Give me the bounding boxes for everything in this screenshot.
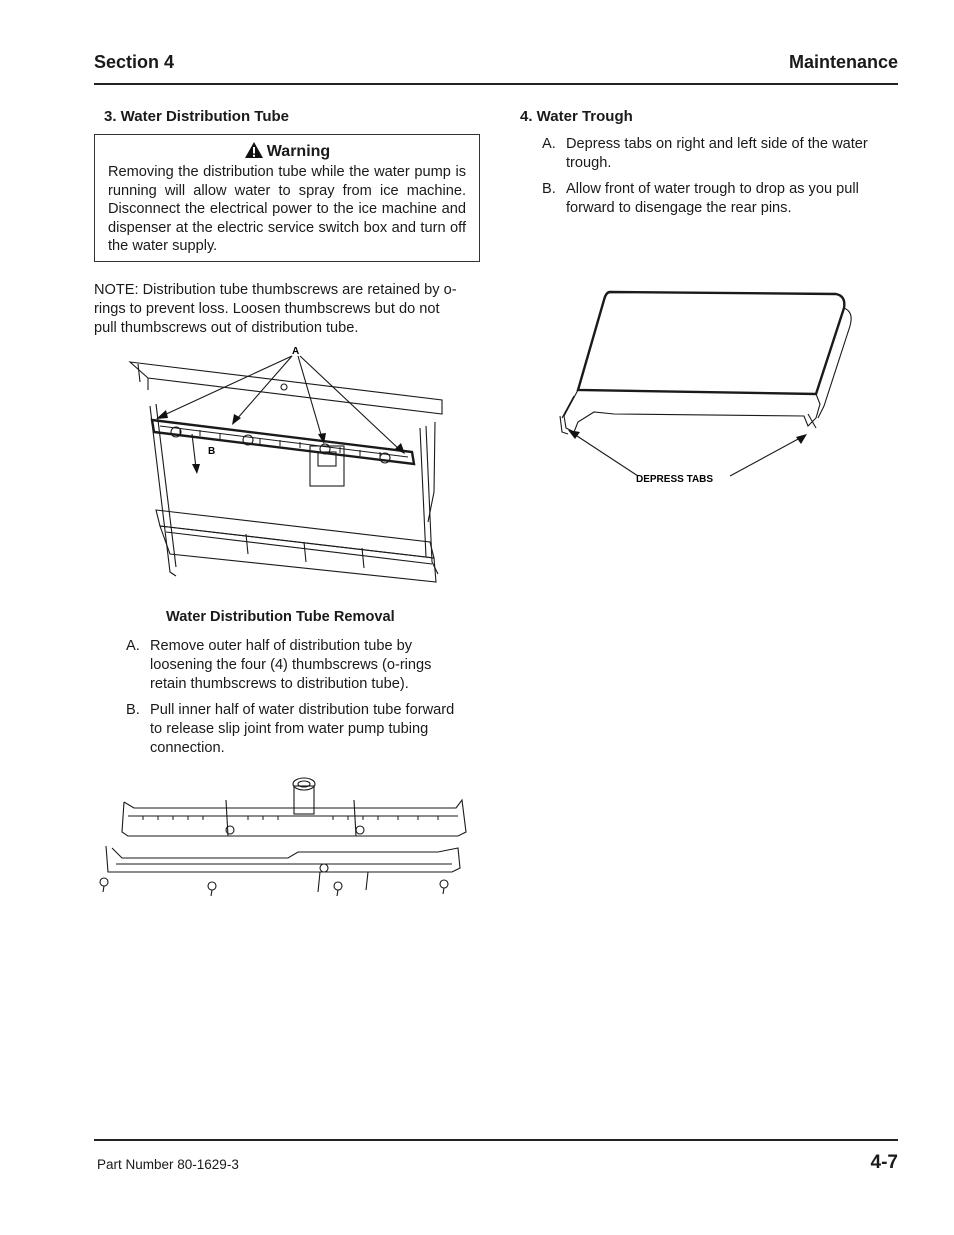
step-line: retain thumbscrews to distribution tube). xyxy=(150,676,409,692)
note-line: rings to prevent loss. Loosen thumbscrews but do not xyxy=(94,301,440,317)
step-line: Allow front of water trough to drop as you pull xyxy=(566,181,859,197)
depress-tabs-label: DEPRESS TABS xyxy=(636,474,714,485)
step-text xyxy=(150,637,431,694)
step-text xyxy=(150,701,454,758)
chapter-title: Maintenance xyxy=(788,52,898,72)
step-letter: B. xyxy=(542,181,556,197)
distribution-tube-removal-figure xyxy=(120,342,450,602)
warning-title xyxy=(95,141,479,161)
step-line: forward to disengage the rear pins. xyxy=(566,200,792,216)
step-letter: A. xyxy=(542,136,556,152)
warning-text: Removing the distribution tube while the water pump is running will allow water to spray from ice machine. Disconnect the electrical power to the ice machine and dispenser at the electric service switch box and turn off the water supply. xyxy=(108,164,466,254)
distribution-tube-halves-figure xyxy=(98,772,470,900)
footer-rule xyxy=(94,1139,898,1141)
warning-triangle-icon xyxy=(244,141,264,159)
step-letter: B. xyxy=(126,702,140,718)
step-text xyxy=(566,180,859,218)
note-line: pull thumbscrews out of distribution tube. xyxy=(94,320,359,336)
note-paragraph xyxy=(94,281,457,338)
step-line: Pull inner half of water distribution tube forward xyxy=(150,702,455,718)
step-line: loosening the four (4) thumbscrews (o-rings xyxy=(150,657,432,673)
header-rule xyxy=(94,83,898,85)
page-number: 4-7 xyxy=(870,1152,898,1173)
step-line: to release slip joint from water pump tubing xyxy=(150,721,429,737)
water-trough-figure xyxy=(554,286,854,492)
step-letter: A. xyxy=(126,638,140,654)
step-line: trough. xyxy=(566,155,612,171)
step-text xyxy=(566,135,868,173)
note-line: NOTE: Distribution tube thumbscrews are retained by o- xyxy=(94,282,457,298)
section-title: Section 4 xyxy=(94,52,175,72)
part-number: Part Number 80-1629-3 xyxy=(97,1157,239,1172)
warning-box xyxy=(94,134,480,262)
figure-caption: Water Distribution Tube Removal xyxy=(166,609,395,625)
label-a: A xyxy=(292,346,300,357)
step-line: Depress tabs on right and left side of the water xyxy=(566,136,868,152)
label-b: B xyxy=(208,446,216,457)
water-distribution-tube-heading: 3. Water Distribution Tube xyxy=(104,108,290,125)
step-line: connection. xyxy=(150,740,225,756)
water-trough-heading: 4. Water Trough xyxy=(520,108,633,125)
step-line: Remove outer half of distribution tube by xyxy=(150,638,413,654)
warning-title-text: Warning xyxy=(266,143,331,160)
